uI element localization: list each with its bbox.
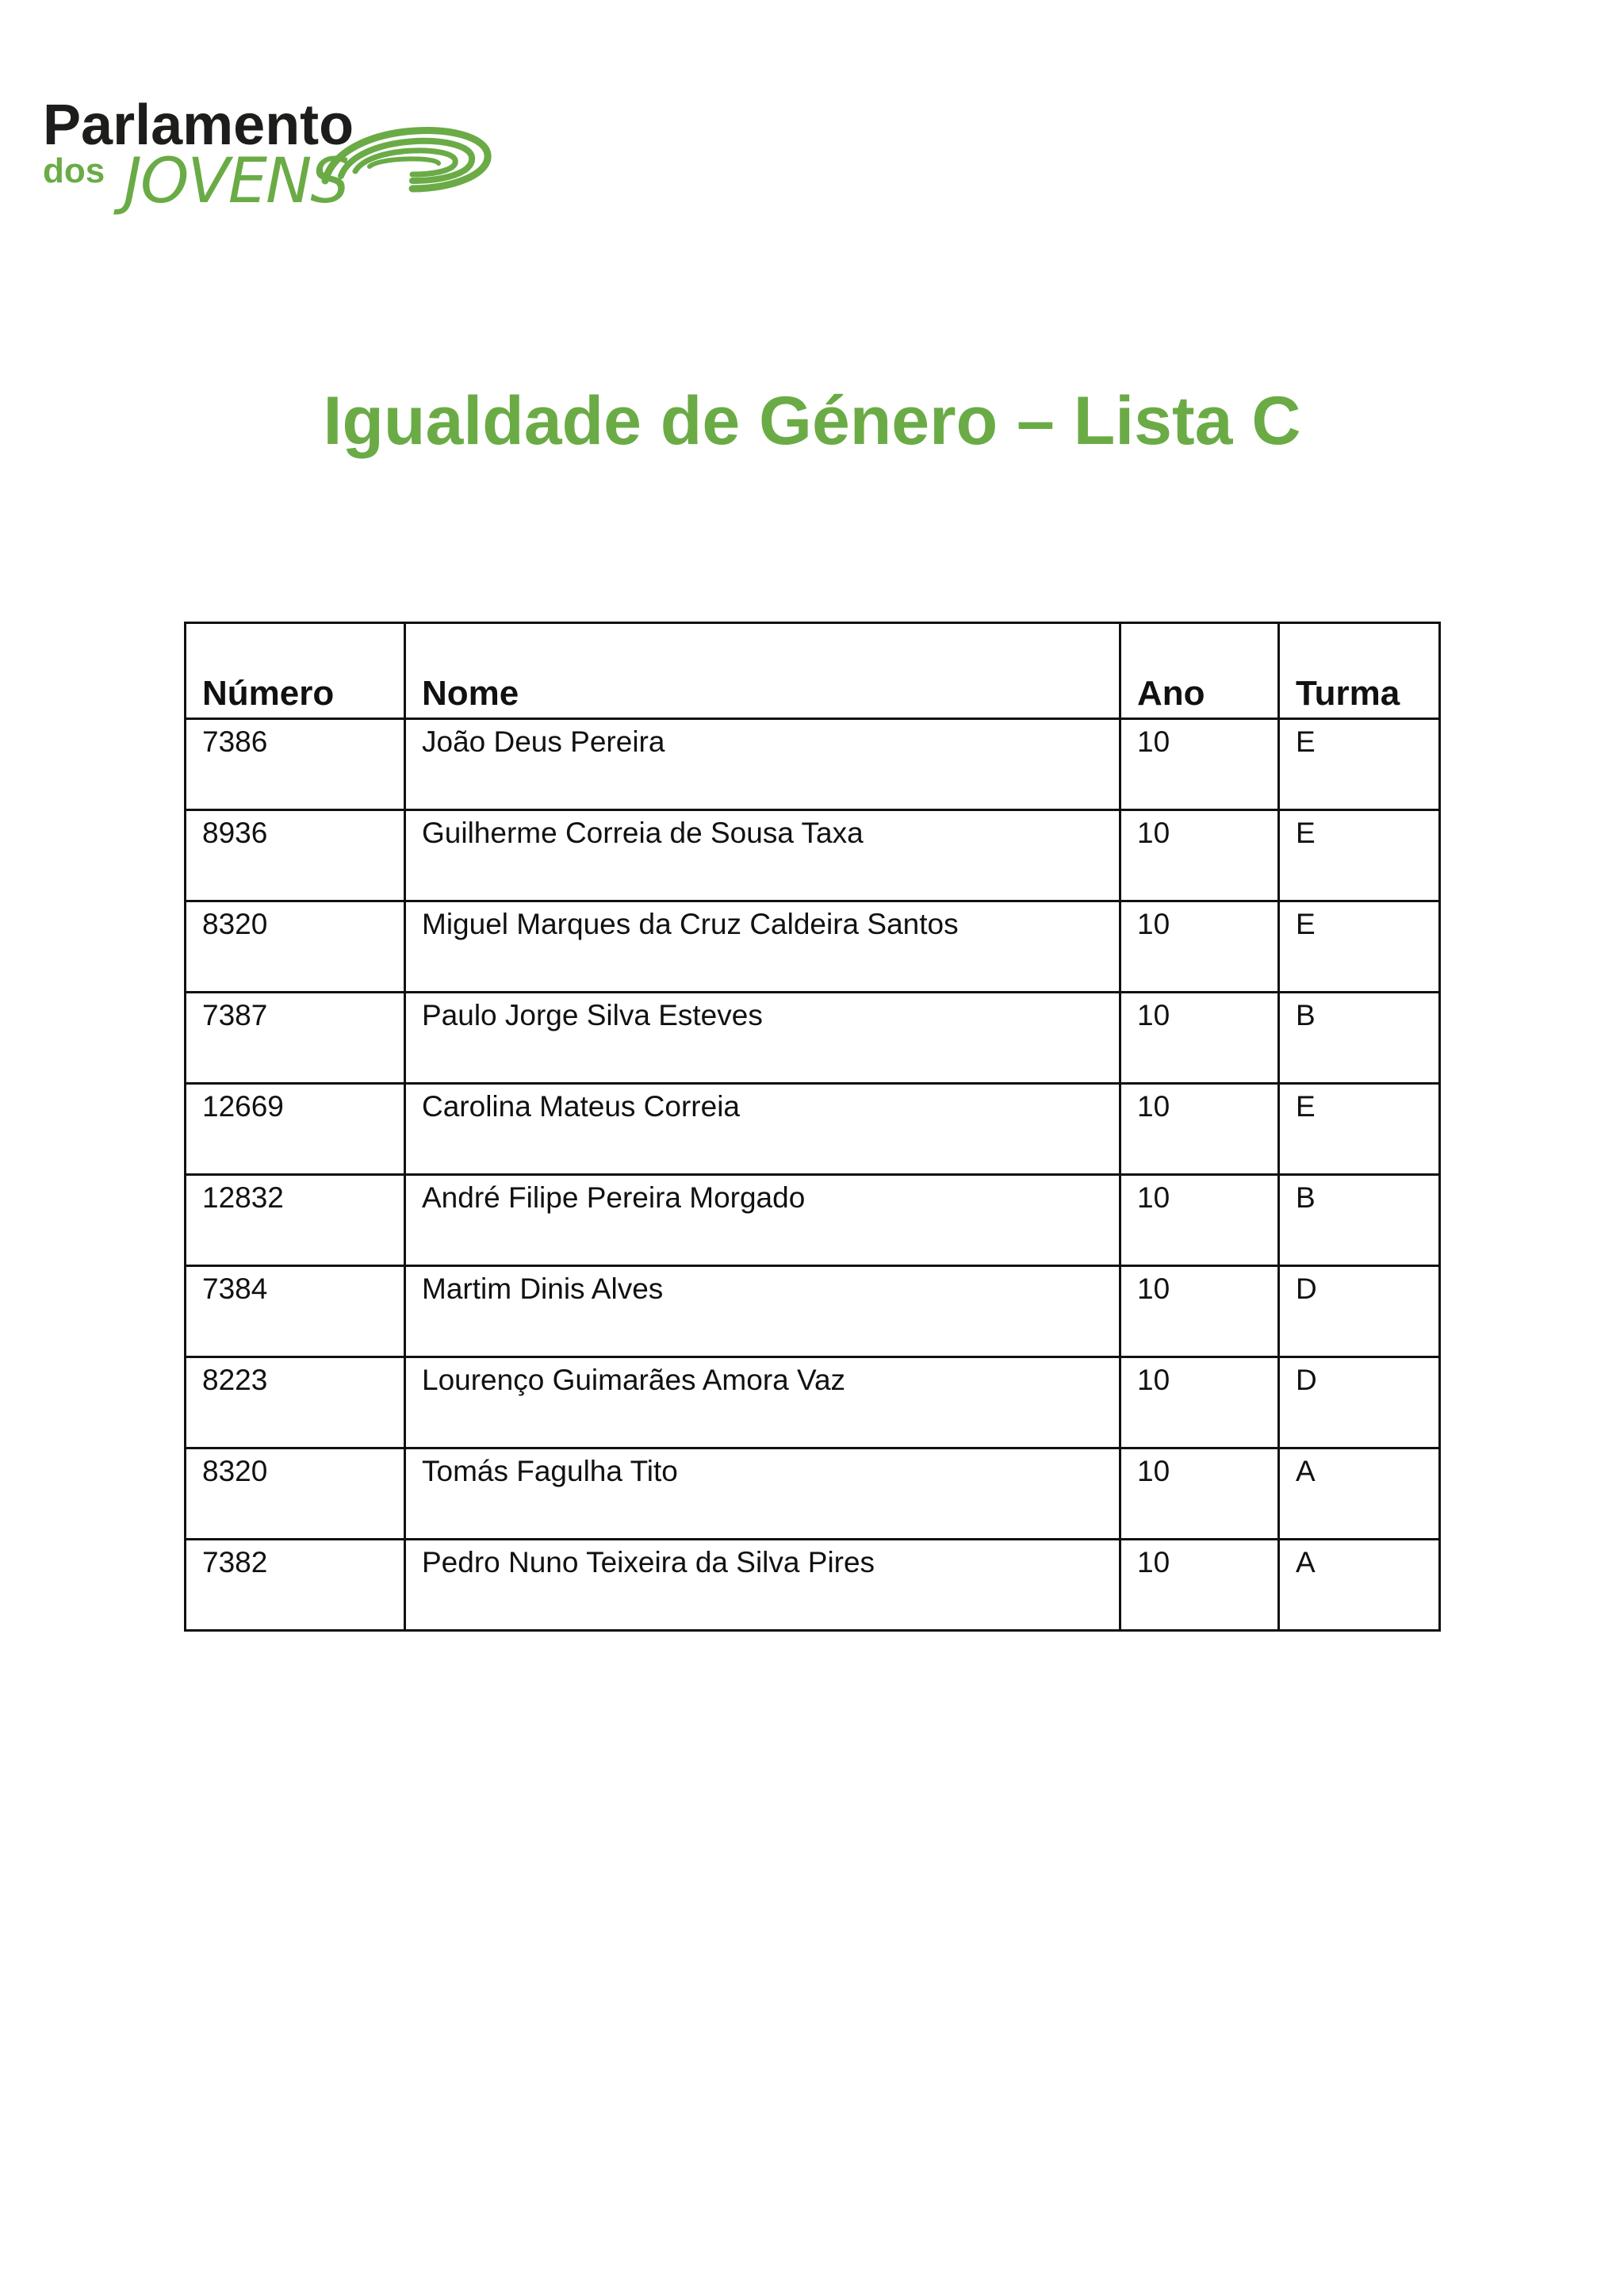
table-row	[186, 1266, 1440, 1357]
cell-numero: 8320	[186, 901, 405, 993]
table-header-row	[186, 623, 1440, 719]
cell-nome: Guilherme Correia de Sousa Taxa	[405, 810, 1120, 901]
table-row	[186, 993, 1440, 1084]
cell-turma: A	[1279, 1540, 1440, 1631]
cell-numero: 7387	[186, 993, 405, 1084]
cell-nome: André Filipe Pereira Morgado	[405, 1175, 1120, 1266]
cell-ano: 10	[1120, 1540, 1279, 1631]
cell-nome: Tomás Fagulha Tito	[405, 1448, 1120, 1540]
table-row	[186, 1357, 1440, 1448]
cell-nome: Lourenço Guimarães Amora Vaz	[405, 1357, 1120, 1448]
table-row	[186, 1084, 1440, 1175]
table-row	[186, 1540, 1440, 1631]
cell-numero: 12832	[186, 1175, 405, 1266]
cell-ano: 10	[1120, 1357, 1279, 1448]
candidate-list-table	[184, 622, 1441, 1632]
cell-nome: Pedro Nuno Teixeira da Silva Pires	[405, 1540, 1120, 1631]
cell-turma: E	[1279, 901, 1440, 993]
header-ano: Ano	[1120, 623, 1279, 719]
cell-ano: 10	[1120, 1448, 1279, 1540]
cell-ano: 10	[1120, 810, 1279, 901]
cell-numero: 12669	[186, 1084, 405, 1175]
logo-parlamento-text: Parlamento	[43, 94, 354, 157]
cell-turma: E	[1279, 1084, 1440, 1175]
table-row	[186, 1448, 1440, 1540]
cell-turma: D	[1279, 1266, 1440, 1357]
cell-ano: 10	[1120, 1175, 1279, 1266]
cell-numero: 8223	[186, 1357, 405, 1448]
cell-numero: 7382	[186, 1540, 405, 1631]
header-nome: Nome	[405, 623, 1120, 719]
table-row	[186, 810, 1440, 901]
cell-nome: Paulo Jorge Silva Esteves	[405, 993, 1120, 1084]
cell-turma: E	[1279, 719, 1440, 810]
cell-turma: E	[1279, 810, 1440, 901]
cell-nome: João Deus Pereira	[405, 719, 1120, 810]
header-numero: Número	[186, 623, 405, 719]
logo-dos-text: dos	[43, 151, 105, 190]
cell-nome: Miguel Marques da Cruz Caldeira Santos	[405, 901, 1120, 993]
cell-turma: D	[1279, 1357, 1440, 1448]
cell-numero: 8936	[186, 810, 405, 901]
header-turma: Turma	[1279, 623, 1440, 719]
cell-numero: 7386	[186, 719, 405, 810]
cell-numero: 7384	[186, 1266, 405, 1357]
table-row	[186, 1175, 1440, 1266]
cell-ano: 10	[1120, 901, 1279, 993]
logo-jovens-text: JOVENS	[124, 146, 348, 217]
cell-ano: 10	[1120, 1084, 1279, 1175]
cell-ano: 10	[1120, 719, 1279, 810]
cell-nome: Martim Dinis Alves	[405, 1266, 1120, 1357]
cell-ano: 10	[1120, 1266, 1279, 1357]
cell-turma: B	[1279, 993, 1440, 1084]
cell-ano: 10	[1120, 993, 1279, 1084]
cell-turma: B	[1279, 1175, 1440, 1266]
cell-turma: A	[1279, 1448, 1440, 1540]
cell-numero: 8320	[186, 1448, 405, 1540]
table-row	[186, 901, 1440, 993]
parlamento-dos-jovens-logo	[40, 87, 500, 222]
cell-nome: Carolina Mateus Correia	[405, 1084, 1120, 1175]
table-row	[186, 719, 1440, 810]
page-title: Igualdade de Género – Lista C	[323, 383, 1301, 459]
